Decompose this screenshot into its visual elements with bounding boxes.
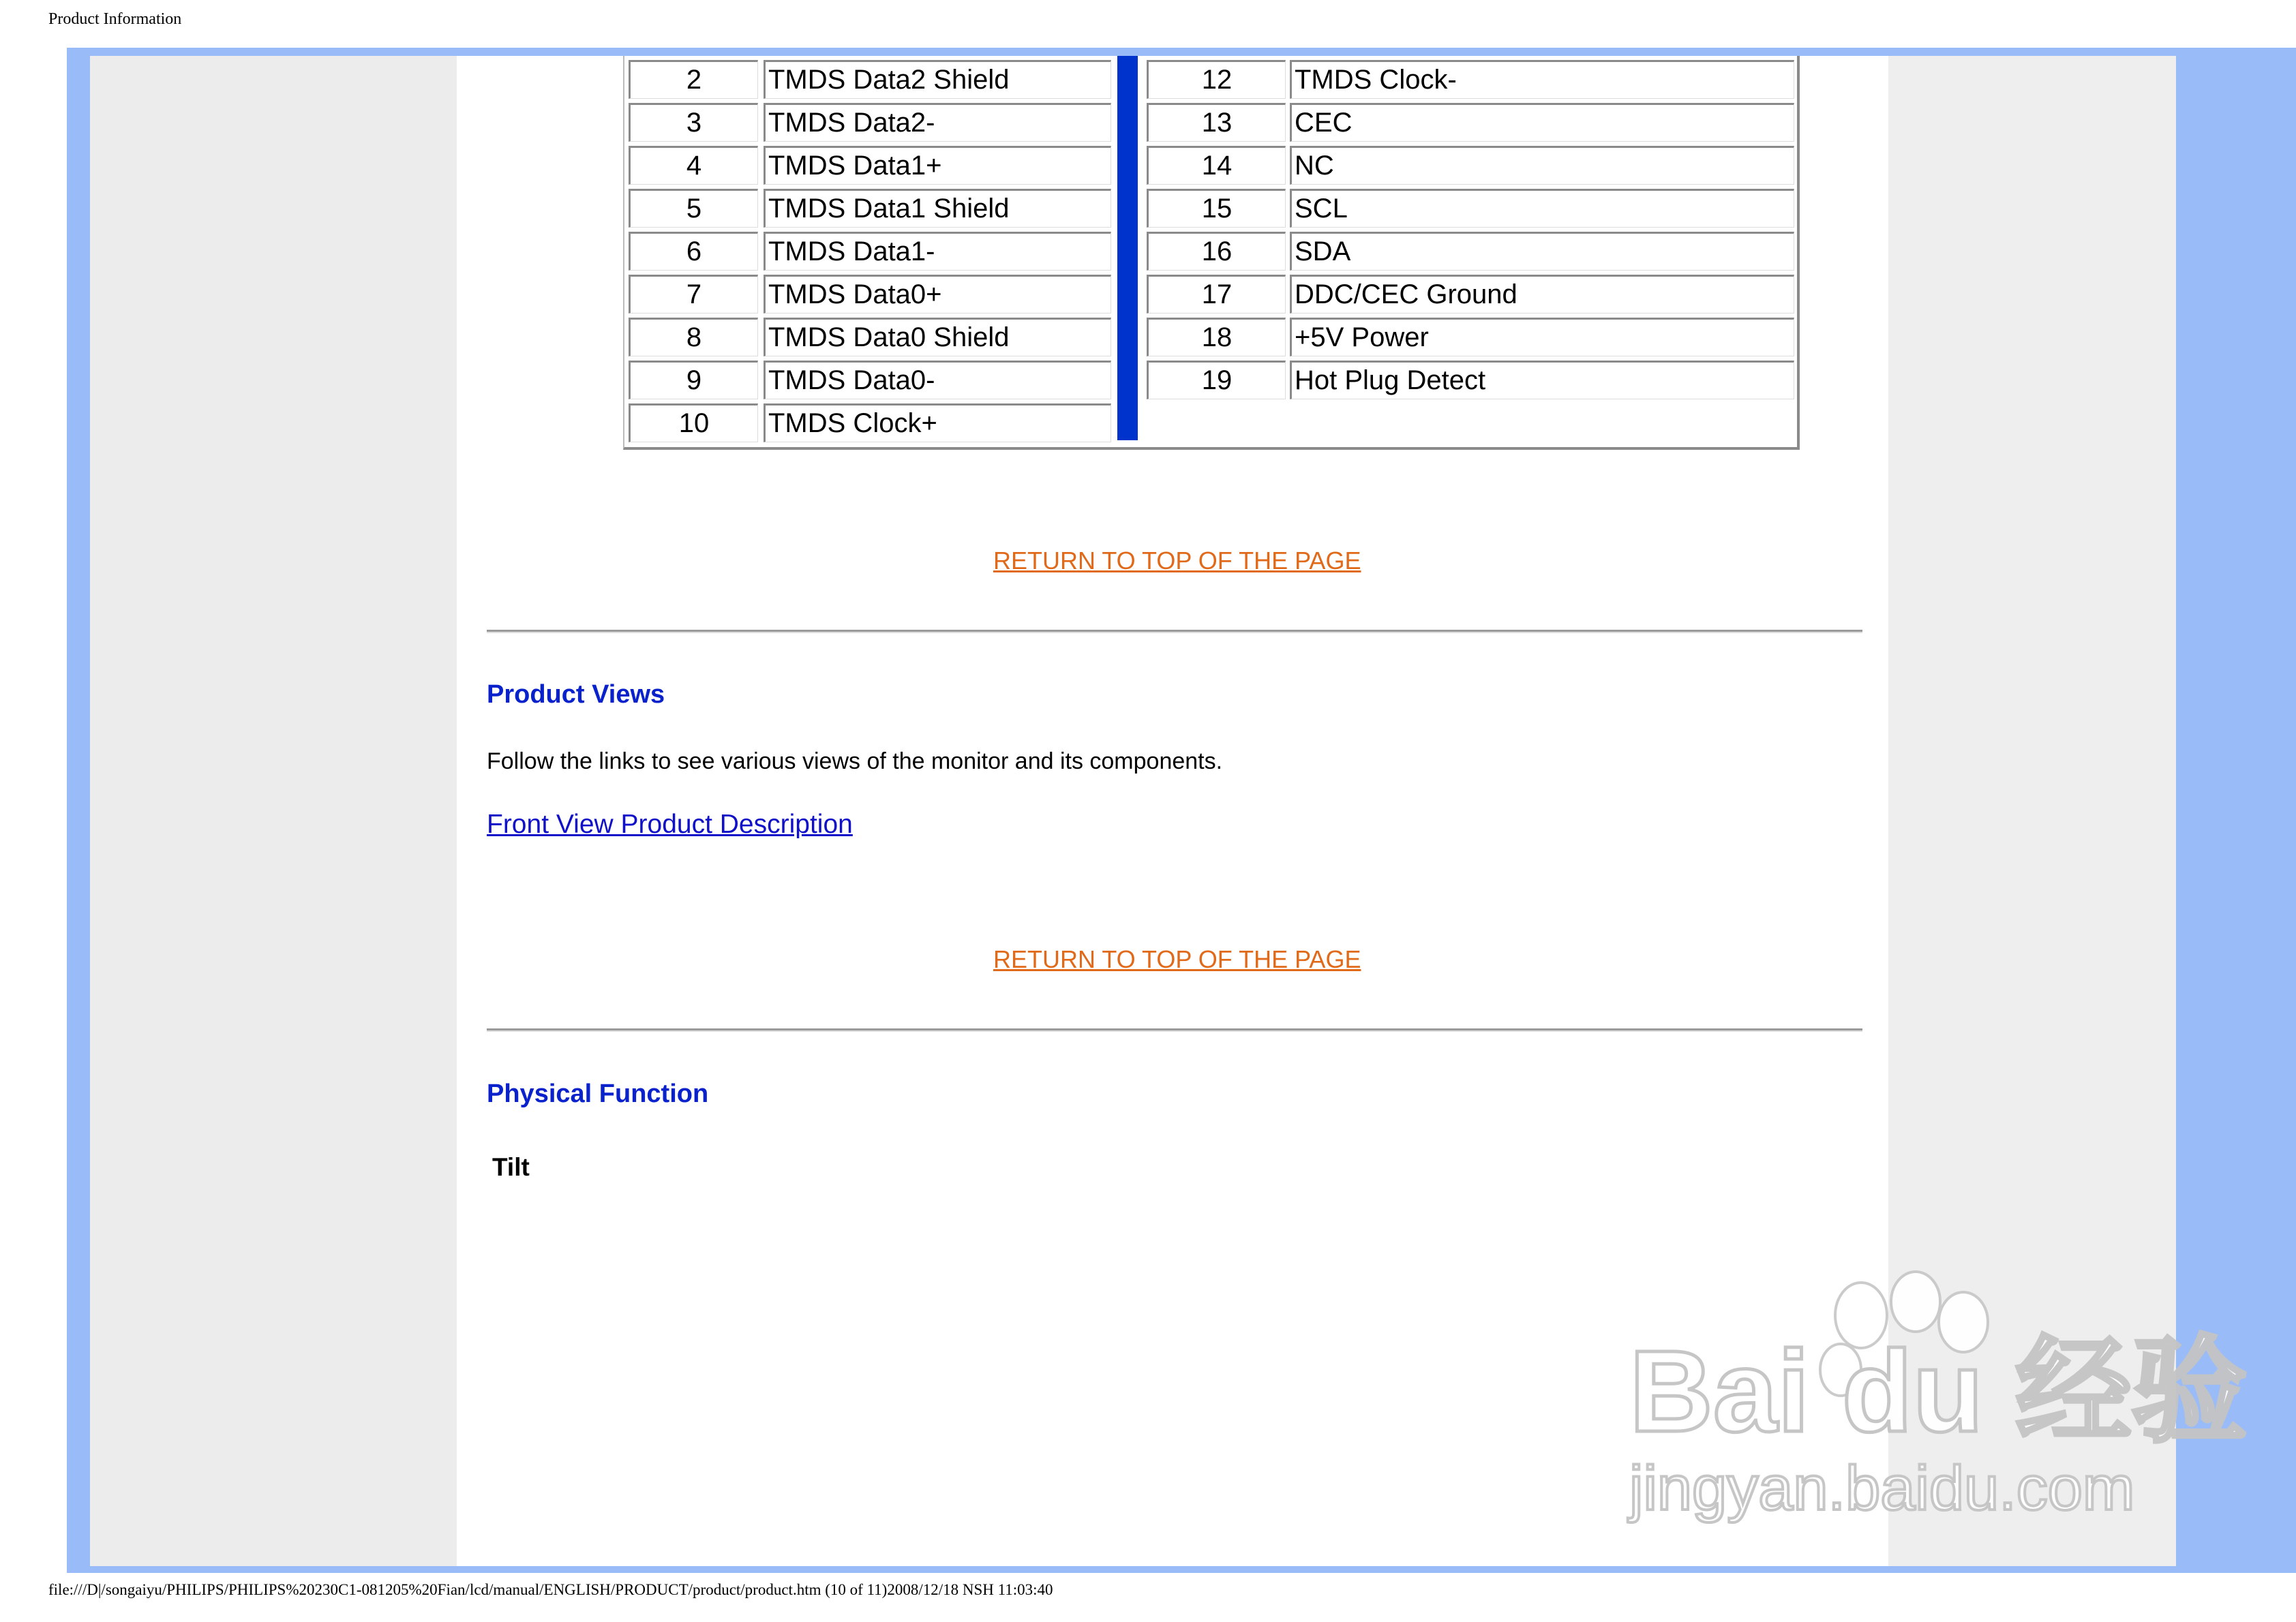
- pin-number-cell: 7: [629, 275, 758, 313]
- signal-name-cell: NC: [1290, 146, 1794, 185]
- signal-name-cell: Hot Plug Detect: [1290, 361, 1794, 399]
- return-to-top-link[interactable]: RETURN TO TOP OF THE PAGE: [993, 547, 1361, 575]
- pin-number-cell: 3: [629, 103, 758, 142]
- signal-name-cell: TMDS Clock+: [764, 403, 1111, 442]
- pin-number-cell: 19: [1147, 361, 1286, 399]
- pin-number-cell: 15: [1147, 189, 1286, 228]
- pin-number-cell: 2: [629, 60, 758, 99]
- pin-number-cell: 14: [1147, 146, 1286, 185]
- watermark-url: jingyan.baidu.com: [1629, 1454, 2135, 1523]
- signal-name-cell: +5V Power: [1290, 318, 1794, 356]
- front-view-link[interactable]: Front View Product Description: [487, 810, 853, 839]
- signal-name-cell: TMDS Clock-: [1290, 60, 1794, 99]
- signal-name-cell: TMDS Data0 Shield: [764, 318, 1111, 356]
- pin-number-cell: 8: [629, 318, 758, 356]
- signal-name-cell: TMDS Data1 Shield: [764, 189, 1111, 228]
- section-divider: [487, 630, 1862, 633]
- pin-number-cell: 6: [629, 232, 758, 271]
- pin-number-cell: 12: [1147, 60, 1286, 99]
- watermark-brand: Bai du 经验: [1629, 1327, 2248, 1456]
- baidu-jingyan-watermark: [1629, 1274, 2248, 1533]
- signal-name-cell: TMDS Data1-: [764, 232, 1111, 271]
- pin-number-cell: 16: [1147, 232, 1286, 271]
- pin-number-cell: 9: [629, 361, 758, 399]
- print-footer-path: file:///D|/songaiyu/PHILIPS/PHILIPS%20230C1-081205%20Fian/lcd/manual/ENGLISH/PRODUCT/product/product.htm (10 of 11)2008/12/18 NSH 11:03:40: [48, 1581, 1053, 1598]
- signal-name-cell: TMDS Data2 Shield: [764, 60, 1111, 99]
- tilt-heading: Tilt: [492, 1153, 530, 1181]
- signal-name-cell: TMDS Data2-: [764, 103, 1111, 142]
- pin-number-cell: 13: [1147, 103, 1286, 142]
- print-header-title: Product Information: [48, 10, 182, 28]
- table-divider-bar: [1117, 56, 1138, 440]
- pin-number-cell: 5: [629, 189, 758, 228]
- physical-function-heading: Physical Function: [487, 1080, 709, 1108]
- section-divider: [487, 1028, 1862, 1032]
- product-views-description: Follow the links to see various views of the monitor and its components.: [487, 748, 1223, 774]
- pin-number-cell: 17: [1147, 275, 1286, 313]
- signal-name-cell: SCL: [1290, 189, 1794, 228]
- pin-assignment-table: [623, 56, 1800, 450]
- signal-name-cell: TMDS Data1+: [764, 146, 1111, 185]
- signal-name-cell: TMDS Data0-: [764, 361, 1111, 399]
- signal-name-cell: SDA: [1290, 232, 1794, 271]
- return-to-top-link[interactable]: RETURN TO TOP OF THE PAGE: [993, 945, 1361, 973]
- signal-name-cell: TMDS Data0+: [764, 275, 1111, 313]
- pin-number-cell: 10: [629, 403, 758, 442]
- pin-number-cell: 18: [1147, 318, 1286, 356]
- signal-name-cell: CEC: [1290, 103, 1794, 142]
- product-views-heading: Product Views: [487, 680, 665, 709]
- pin-number-cell: 4: [629, 146, 758, 185]
- signal-name-cell: DDC/CEC Ground: [1290, 275, 1794, 313]
